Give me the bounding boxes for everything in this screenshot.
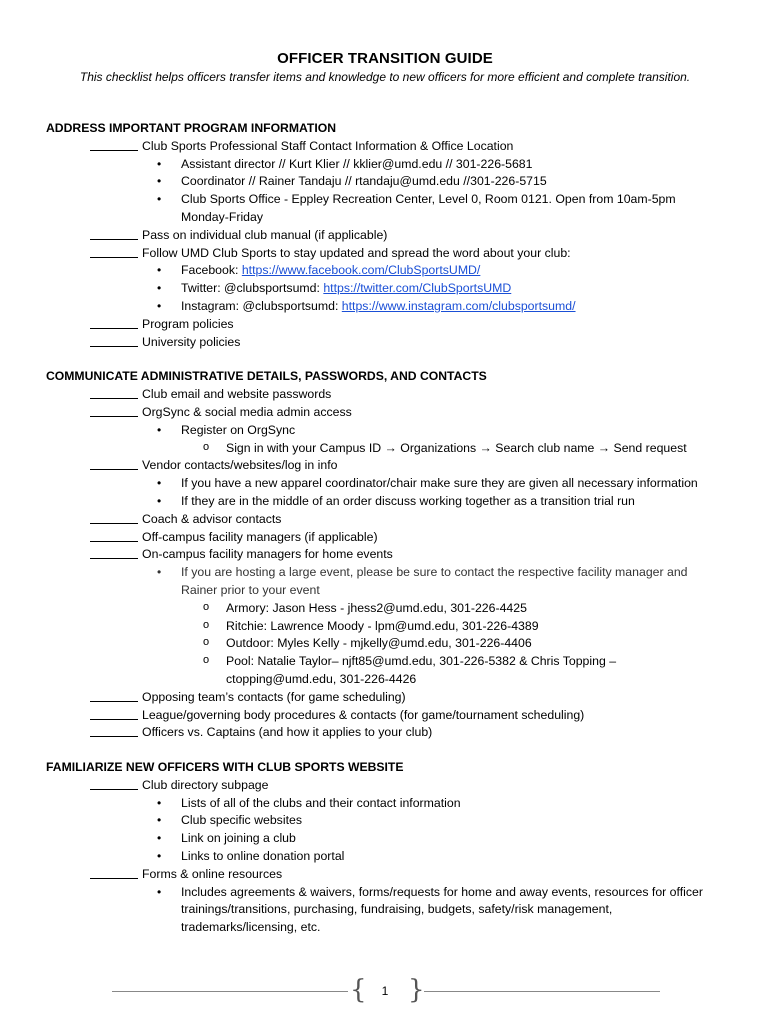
checkbox-blank[interactable] [90,719,138,720]
checkbox-blank[interactable] [90,346,138,347]
checkbox-blank[interactable] [90,523,138,524]
list-item: • If you have a new apparel coordinator/chair make sure they are given all necessary information [46,475,736,493]
checklist-item: League/governing body procedures & contacts (for game/tournament scheduling) [46,707,736,725]
checkbox-blank[interactable] [90,878,138,879]
sub-list-item: o Sign in with your Campus ID → Organizations → Search club name → Send request [46,440,736,458]
checklist-item: Program policies [46,316,736,334]
checklist-item: Forms & online resources [46,866,736,884]
checkbox-blank[interactable] [90,701,138,702]
list-item: • Club specific websites [46,812,736,830]
checkbox-blank[interactable] [90,789,138,790]
list-item: • Lists of all of the clubs and their contact information [46,795,736,813]
list-item: • If you are hosting a large event, please be sure to contact the respective facility manager and [46,564,736,582]
twitter-link[interactable]: https://twitter.com/ClubSportsUMD [323,281,512,296]
right-brace-icon: } [408,975,425,1005]
sub-list-item: o Armory: Jason Hess - jhess2@umd.edu, 301-226-4425 [46,600,736,618]
list-item: • Links to online donation portal [46,848,736,866]
checklist-item: Vendor contacts/websites/log in info [46,457,736,475]
sub-list-item: o Outdoor: Myles Kelly - mjkelly@umd.edu, 301-226-4406 [46,635,736,653]
checklist-item: Off-campus facility managers (if applicable) [46,529,736,547]
checkbox-blank[interactable] [90,150,138,151]
sub-list-item: o Pool: Natalie Taylor– njft85@umd.edu, 301-226-5382 & Chris Topping – [46,653,736,671]
sub-list-item-continuation: ctopping@umd.edu, 301-226-4426 [226,671,417,686]
page-subtitle: This checklist helps officers transfer items and knowledge to new officers for more efficient and complete transition. [79,70,691,84]
instagram-link[interactable]: https://www.instagram.com/clubsportsumd/ [341,298,576,313]
checklist-item: Opposing team’s contacts (for game scheduling) [46,689,736,707]
checkbox-blank[interactable] [90,541,138,542]
checklist-item: OrgSync & social media admin access [46,404,736,422]
left-brace-icon: { [350,975,367,1005]
facebook-link[interactable]: https://www.facebook.com/ClubSportsUMD/ [241,263,481,278]
list-item: • Club Sports Office - Eppley Recreation Center, Level 0, Room 0121. Open from 10am-5pm [46,191,736,209]
checklist-item: Club Sports Professional Staff Contact Information & Office Location [46,138,736,156]
checklist-item: Pass on individual club manual (if applicable) [46,227,736,245]
checklist-item: Club directory subpage [46,777,736,795]
list-item-continuation: trainings/transitions, purchasing, fundraising, budgets, safety/risk management, [181,902,613,917]
checklist-item: University policies [46,334,736,352]
checkbox-blank[interactable] [90,328,138,329]
list-item-facebook: • Facebook: https://www.facebook.com/ClubSportsUMD/ [46,262,736,280]
page-title: OFFICER TRANSITION GUIDE [277,50,493,67]
list-item: • Includes agreements & waivers, forms/requests for home and away events, resources for officer [46,884,736,902]
checklist-item: Officers vs. Captains (and how it applies to your club) [46,724,736,742]
checkbox-blank[interactable] [90,558,138,559]
checklist-item: On-campus facility managers for home events [46,546,736,564]
list-item-twitter: • Twitter: @clubsportsumd: https://twitter.com/ClubSportsUMD [46,280,736,298]
list-item-continuation: trademarks/licensing, etc. [181,920,321,935]
checklist-item: Coach & advisor contacts [46,511,736,529]
list-item-continuation: Monday-Friday [181,209,264,224]
footer-divider-left [112,991,348,992]
list-item-instagram: • Instagram: @clubsportsumd: https://www.instagram.com/clubsportsumd/ [46,298,736,316]
list-item-continuation: Rainer prior to your event [181,582,320,597]
list-item: • If they are in the middle of an order discuss working together as a transition trial run [46,493,736,511]
section-heading-program-info: ADDRESS IMPORTANT PROGRAM INFORMATION [46,121,337,135]
checkbox-blank[interactable] [90,469,138,470]
checklist-content [46,120,736,937]
checklist-item: Follow UMD Club Sports to stay updated and spread the word about your club: [46,245,736,263]
list-item: • Assistant director // Kurt Klier // kklier@umd.edu // 301-226-5681 [46,156,736,174]
list-item: • Register on OrgSync [46,422,736,440]
checkbox-blank[interactable] [90,257,138,258]
checkbox-blank[interactable] [90,416,138,417]
sub-list-item: o Ritchie: Lawrence Moody - lpm@umd.edu, 301-226-4389 [46,618,736,636]
list-item: • Link on joining a club [46,830,736,848]
section-heading-admin-details: COMMUNICATE ADMINISTRATIVE DETAILS, PASSWORDS, AND CONTACTS [46,369,487,384]
section-heading-website: FAMILIARIZE NEW OFFICERS WITH CLUB SPORTS WEBSITE [46,760,404,775]
list-item: • Coordinator // Rainer Tandaju // rtandaju@umd.edu //301-226-5715 [46,173,736,191]
checkbox-blank[interactable] [90,239,138,240]
checkbox-blank[interactable] [90,398,138,399]
page-number: 1 [381,984,389,998]
checklist-item: Club email and website passwords [46,386,736,404]
checkbox-blank[interactable] [90,736,138,737]
footer-divider-right [424,991,660,992]
